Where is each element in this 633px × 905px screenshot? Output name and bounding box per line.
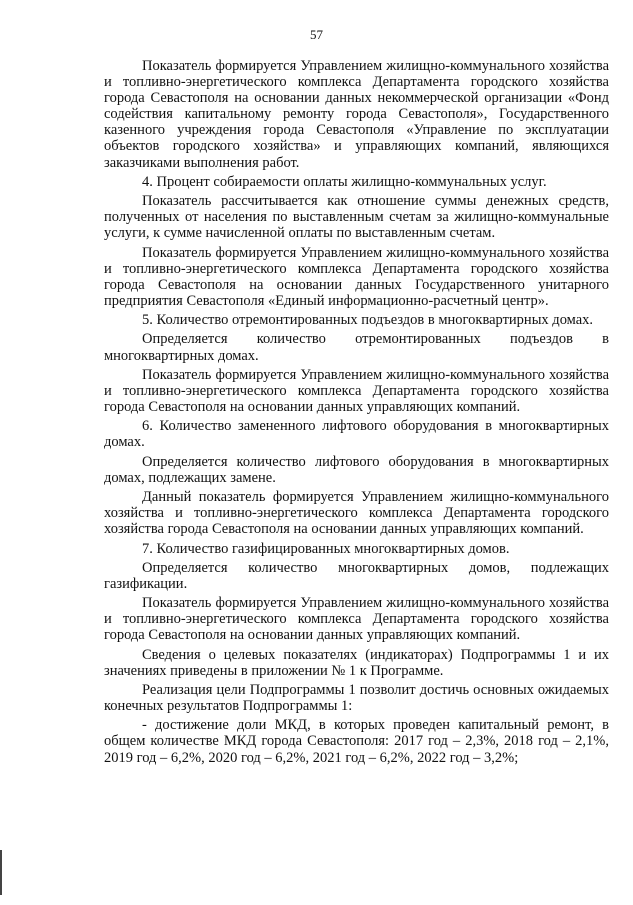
- list-item-capital-repair-share: - достижение доли МКД, в которых проведен капитальный ремонт, в общем количестве МКД города Севастополя: 2017 год – 2,3%, 2018 год – 2,1%, 2019 год – 6,2%, 2020 год – 6,2%, 2021 год – 6,2%, 2022 год – 3,2%;: [104, 717, 609, 766]
- heading-indicator-7: 7. Количество газифицированных многоквартирных домов.: [142, 540, 510, 557]
- paragraph-indicators-appendix: Сведения о целевых показателях (индикаторах) Подпрограммы 1 и их значениях приведены в приложении № 1 к Программе.: [104, 646, 609, 679]
- paragraph-indicator-4-method: Показатель рассчитывается как отношение суммы денежных средств, полученных от населения по выставленным счетам за жилищно-коммунальные услуги, к сумме начисленной оплаты по выставленным счетам.: [104, 193, 609, 242]
- paragraph-indicator-7-method: Определяется количество многоквартирных домов, подлежащих газификации.: [104, 559, 609, 592]
- heading-indicator-6: 6. Количество замененного лифтового оборудования в многоквартирных домах.: [104, 418, 609, 451]
- paragraph-expected-results-intro: Реализация цели Подпрограммы 1 позволит достичь основных ожидаемых конечных результатов Подпрограммы 1:: [104, 682, 609, 715]
- heading-indicator-5: 5. Количество отремонтированных подъездов в многоквартирных домах.: [142, 312, 594, 329]
- paragraph-indicator-6-method: Определяется количество лифтового оборудования в многоквартирных домах, подлежащих замене.: [104, 453, 609, 486]
- paragraph-indicator-7-source: Показатель формируется Управлением жилищно-коммунального хозяйства и топливно-энергетического комплекса Департамента городского хозяйства города Севастополя на основании данных управляющих компаний.: [104, 595, 609, 644]
- heading-indicator-4: 4. Процент собираемости оплаты жилищно-коммунальных услуг.: [142, 173, 547, 190]
- paragraph-indicator-6-source: Данный показатель формируется Управлением жилищно-коммунального хозяйства и топливно-энергетического комплекса Департамента городского хозяйства города Севастополя на основании данных управляющих компаний.: [104, 489, 609, 538]
- scan-edge-mark: [0, 850, 2, 895]
- paragraph-indicator-4-source: Показатель формируется Управлением жилищно-коммунального хозяйства и топливно-энергетического комплекса Департамента городского хозяйства города Севастополя на основании данных Государственного унитарного предприятия Севастополя «Единый информационно-расчетный центр».: [104, 244, 609, 309]
- paragraph-indicator-1-source: Показатель формируется Управлением жилищно-коммунального хозяйства и топливно-энергетического комплекса Департамента городского хозяйства города Севастополя на основании данных некоммерческой организации «Фонд содействия капитальному ремонту города Севастополя», Государственного казенного учреждения города Севастополя «Управление по эксплуатации объектов городского хозяйства» и управляющих компаний, являющихся заказчиками выполнения работ.: [104, 58, 609, 171]
- paragraph-indicator-5-source: Показатель формируется Управлением жилищно-коммунального хозяйства и топливно-энергетического комплекса Департамента городского хозяйства города Севастополя на основании данных управляющих компаний.: [104, 366, 609, 415]
- paragraph-indicator-5-method: Определяется количество отремонтированных подъездов в многоквартирных домах.: [104, 331, 609, 364]
- page-number: 57: [310, 27, 323, 42]
- document-body: [104, 58, 609, 769]
